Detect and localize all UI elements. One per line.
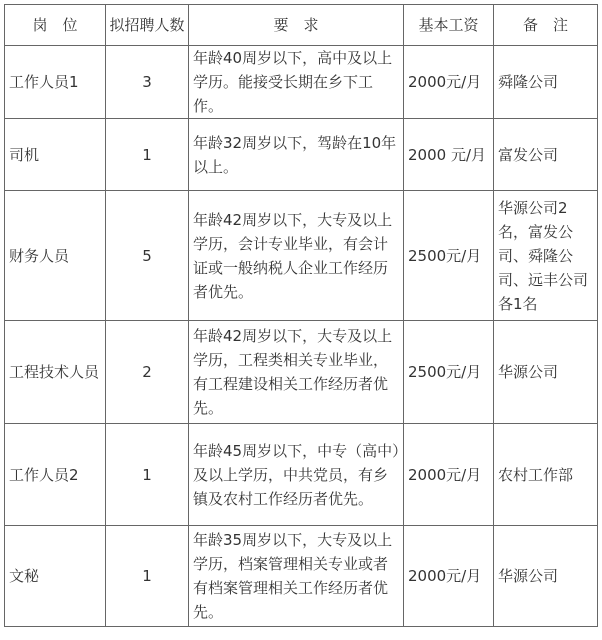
table-row [5, 119, 598, 191]
table-row [5, 424, 598, 526]
count-cell: 1 [106, 119, 189, 191]
note-cell: 华源公司 [494, 526, 598, 627]
table-row [5, 526, 598, 627]
header-note: 备 注 [494, 5, 598, 46]
count-cell: 2 [106, 321, 189, 424]
count-cell: 5 [106, 191, 189, 321]
position-cell: 工作人员2 [5, 424, 106, 526]
table-row [5, 321, 598, 424]
requirement-cell: 年龄45周岁以下，中专（高中）及以上学历，中共党员，有乡镇及农村工作经历者优先。 [189, 424, 404, 526]
table-row [5, 191, 598, 321]
note-cell: 舜隆公司 [494, 46, 598, 119]
salary-cell: 2000元/月 [404, 424, 494, 526]
header-count: 拟招聘人数 [106, 5, 189, 46]
position-cell: 财务人员 [5, 191, 106, 321]
header-requirement: 要 求 [189, 5, 404, 46]
header-salary: 基本工资 [404, 5, 494, 46]
requirement-cell: 年龄42周岁以下，大专及以上学历，会计专业毕业，有会计证或一般纳税人企业工作经历者优先。 [189, 191, 404, 321]
salary-cell: 2500元/月 [404, 321, 494, 424]
position-cell: 工程技术人员 [5, 321, 106, 424]
count-cell: 3 [106, 46, 189, 119]
salary-cell: 2000 元/月 [404, 119, 494, 191]
note-cell: 农村工作部 [494, 424, 598, 526]
position-cell: 文秘 [5, 526, 106, 627]
position-cell: 司机 [5, 119, 106, 191]
salary-cell: 2000元/月 [404, 46, 494, 119]
header-row [5, 5, 598, 46]
count-cell: 1 [106, 526, 189, 627]
requirement-cell: 年龄42周岁以下，大专及以上学历，工程类相关专业毕业，有工程建设相关工作经历者优先。 [189, 321, 404, 424]
salary-cell: 2500元/月 [404, 191, 494, 321]
requirement-cell: 年龄35周岁以下，大专及以上学历，档案管理相关专业或者有档案管理相关工作经历者优先。 [189, 526, 404, 627]
requirement-cell: 年龄32周岁以下，驾龄在10年以上。 [189, 119, 404, 191]
salary-cell: 2000元/月 [404, 526, 494, 627]
header-position: 岗 位 [5, 5, 106, 46]
note-cell: 华源公司 [494, 321, 598, 424]
recruitment-table [4, 4, 598, 627]
position-cell: 工作人员1 [5, 46, 106, 119]
note-cell: 华源公司2名，富发公司、舜隆公司、远丰公司各1名 [494, 191, 598, 321]
note-cell: 富发公司 [494, 119, 598, 191]
requirement-cell: 年龄40周岁以下，高中及以上学历。能接受长期在乡下工作。 [189, 46, 404, 119]
table-row [5, 46, 598, 119]
count-cell: 1 [106, 424, 189, 526]
